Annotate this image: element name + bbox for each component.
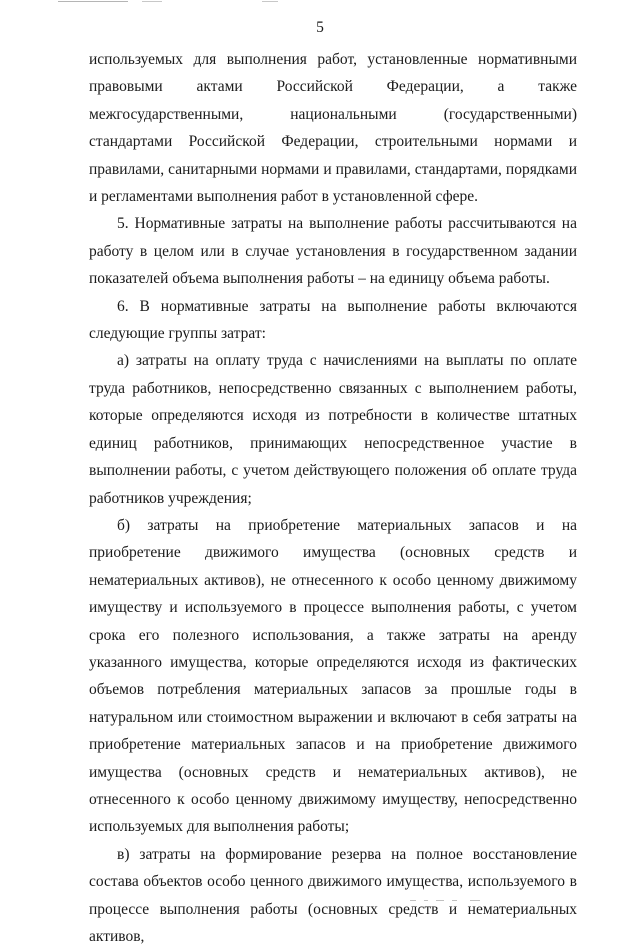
scan-artifact-line [262,1,278,2]
paragraph-subitem-v: в) затраты на формирование резерва на полное восстановление состава объектов особо ценного движимого имущества, используемого в процессе выполнения работы (основных средств и нематериальных активов, [89,845,577,945]
scan-artifact-line [470,900,480,901]
page-number: 5 [316,19,324,36]
paragraph-item-6: 6. В нормативные затраты на выполнение работы включаются следующие группы затрат: [89,297,577,343]
scan-edge-bottom [0,899,640,903]
scan-artifact-line [410,900,416,901]
paragraph-item-5: 5. Нормативные затраты на выполнение работы рассчитываются на работу в целом или в случае установления в государственном задании показателей объема выполнения работы – на единицу объема работы. [89,215,577,288]
scan-artifact-line [452,900,457,901]
paragraph-subitem-b: б) затраты на приобретение материальных запасов и на приобретение движимого имущества (основных средств и нематериальных активов), не отнесенного к особо ценному движимому имуществу и используемого в процессе выполнения работы, с учетом срока его полезного использования, а также затраты на аренду указанного имущества, которые определяются исходя из фактических объемов потребления материальных запасов за прошлые годы в натуральном или стоимостном выражении и включают в себя затраты на приобретение материальных запасов и на приобретение движимого имущества (основных средств и нематериальных активов), не отнесенного к особо ценному движимому имуществу, непосредственно используемых для выполнения работы; [89,516,577,836]
scan-artifact-line [424,900,428,901]
paragraph-subitem-a: а) затраты на оплату труда с начислениями на выплаты по оплате труда работников, непосредственно связанных с выполнением работы, которые определяются исходя из потребности в количестве штатных единиц работников, принимающих непосредственное участие в выполнении работы, с учетом действующего положения об оплате труда работников учреждения; [89,352,577,507]
scan-edge-top [0,0,640,6]
scan-artifact-line [58,1,128,2]
scan-artifact-line [436,900,444,901]
scan-artifact-line [142,1,162,2]
paragraph-continuation: используемых для выполнения работ, установленные нормативными правовыми актами Российской Федерации, а также межгосударственными, национальными (государственными) стандартами Российской Федерации, строительными нормами и правилами, санитарными нормами и правилами, стандартами, порядками и регламентами выполнения работ в установленной сфере. [89,51,577,206]
document-body [89,46,577,950]
